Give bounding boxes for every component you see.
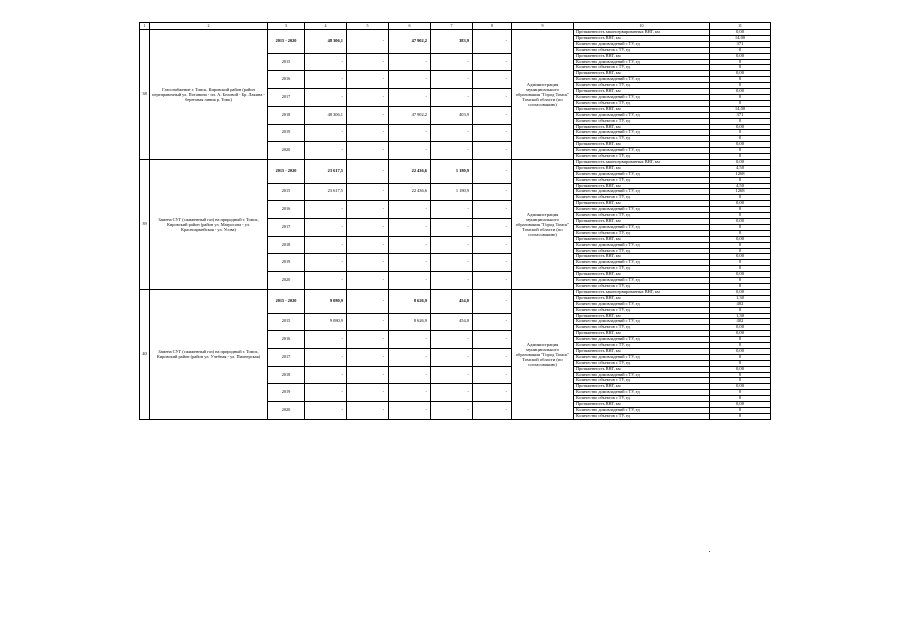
indicator-name: Количество домовладений с ТУ, ед [574,319,710,325]
regional-funding: - [389,236,431,254]
indicator-value: 0,00 [710,236,771,242]
indicator-value: 0 [710,77,771,83]
indicator-name: Количество домовладений с ТУ, ед [574,77,710,83]
federal-funding: - [347,71,389,89]
total-funding: - [305,348,347,366]
local-funding: - [431,53,473,71]
year-cell: 2018 [268,106,305,124]
local-funding: - [431,236,473,254]
total-funding: - [305,89,347,107]
year-cell: 2020 [268,402,305,420]
indicator-name: Количество объектов с ТУ, ед [574,154,710,160]
indicator-value: 0,00 [710,53,771,59]
extra-budget-funding: - [473,366,512,384]
indicator-name: Протяженность ВНГ, км [574,165,710,171]
federal-funding: - [347,30,389,54]
project-description: Замена СУГ (сжиженный газ) на природный г. Томск, Кировский район (район ул. Учебная - ул. Пионерская) [150,289,268,419]
extra-budget-funding: - [473,236,512,254]
indicator-name: Количество домовладений с ТУ, ед [574,301,710,307]
indicator-value: 0,00 [710,159,771,165]
indicator-name: Протяженность ВНГ, км [574,183,710,189]
column-number: 6 [389,23,431,30]
extra-budget-funding: - [473,331,512,349]
local-funding: - [431,89,473,107]
indicator-name: Протяженность ВНГ, км [574,71,710,77]
extra-budget-funding: - [473,183,512,201]
indicator-value: 0 [710,242,771,248]
indicator-value: 0 [710,59,771,65]
column-number-row [140,23,771,30]
indicator-name: Количество домовладений с ТУ, ед [574,94,710,100]
column-number: 8 [473,23,512,30]
column-number: 11 [710,23,771,30]
indicator-value: 0 [710,154,771,160]
year-cell: 2017 [268,348,305,366]
indicator-value: 0 [710,343,771,349]
year-cell: 2017 [268,89,305,107]
extra-budget-funding: - [473,219,512,237]
indicator-value: 0 [710,396,771,402]
regional-funding: - [389,366,431,384]
extra-budget-funding: - [473,201,512,219]
indicator-name: Количество объектов с ТУ, ед [574,177,710,183]
federal-funding: - [347,201,389,219]
federal-funding: - [347,159,389,183]
regional-funding: 8 626,9 [389,313,431,331]
indicator-name: Протяженность ВНГ, км [574,254,710,260]
indicator-name: Количество объектов с ТУ, ед [574,83,710,89]
column-number: 7 [431,23,473,30]
extra-budget-funding: - [473,89,512,107]
year-cell: 2016 [268,71,305,89]
local-funding: - [431,366,473,384]
total-funding: - [305,53,347,71]
indicator-name: Протяженность ВНГ, км [574,106,710,112]
indicator-value: 0 [710,177,771,183]
indicator-name: Протяженность ВНГ, км [574,142,710,148]
column-number: 9 [512,23,574,30]
project-description: Газоснабжение г. Томск, Кировский район (район переправочный ул. Потанина - пл. А. Беловой - Бр. Лакина - береговая линия р. Томь) [150,30,268,160]
indicator-value: 0 [710,266,771,272]
indicator-value: 0,00 [710,272,771,278]
indicator-value: 4,50 [710,183,771,189]
indicator-value: 371 [710,112,771,118]
local-funding: - [431,142,473,160]
total-funding: - [305,402,347,420]
indicator-name: Количество объектов с ТУ, ед [574,343,710,349]
federal-funding: - [347,89,389,107]
indicator-name: Протяженность ВНГ, км [574,384,710,390]
indicator-value: 0 [710,83,771,89]
indicator-name: Количество домовладений с ТУ, ед [574,189,710,195]
extra-budget-funding: - [473,159,512,183]
indicator-name: Протяженность ВНГ, км [574,53,710,59]
year-cell: 2018 [268,236,305,254]
indicator-name: Количество объектов с ТУ, ед [574,413,710,419]
indicator-name: Количество объектов с ТУ, ед [574,65,710,71]
total-funding: - [305,272,347,290]
project-description: Замена СУГ (сжиженный газ) на природный г. Томск, Кировский район (район ул. Матросова - ул. Красноармейская - ул. Усова) [150,159,268,289]
indicator-value: 1,30 [710,295,771,301]
indicator-name: Количество домовладений с ТУ, ед [574,337,710,343]
extra-budget-funding: - [473,289,512,313]
indicator-name: Протяженность ВНГ, км [574,236,710,242]
regional-funding: 22 436,6 [389,159,431,183]
indicator-name: Количество объектов с ТУ, ед [574,118,710,124]
local-funding: - [431,384,473,402]
local-funding: - [431,402,473,420]
total-funding: - [305,366,347,384]
regional-funding: 22 436,6 [389,183,431,201]
regional-funding: - [389,71,431,89]
extra-budget-funding: - [473,53,512,71]
column-number: 5 [347,23,389,30]
total-funding: 48 306,1 [305,106,347,124]
indicator-value: 0 [710,100,771,106]
year-cell: 2018 [268,366,305,384]
indicator-value: 0,00 [710,89,771,95]
federal-funding: - [347,331,389,349]
indicator-name: Протяженность ВНГ, км [574,402,710,408]
row-number: 39 [140,159,150,289]
indicator-name: Количество объектов с ТУ, ед [574,360,710,366]
local-funding: - [431,219,473,237]
indicator-name: Протяженность ВНГ, км [574,201,710,207]
regional-funding: - [389,219,431,237]
indicator-name: Протяженность ВНГ, км [574,124,710,130]
federal-funding: - [347,183,389,201]
indicator-value: 0,00 [710,366,771,372]
indicator-value: 0 [710,195,771,201]
regional-funding: - [389,201,431,219]
indicator-value: 0 [710,248,771,254]
column-number: 1 [140,23,150,30]
year-cell: 2015 - 2020 [268,30,305,54]
local-funding: - [431,272,473,290]
year-cell: 2019 [268,384,305,402]
extra-budget-funding: - [473,106,512,124]
indicator-value: 14,00 [710,35,771,41]
federal-funding: - [347,289,389,313]
indicator-value: 1268 [710,171,771,177]
regional-funding: 47 902,2 [389,106,431,124]
indicator-name: Количество домовладений с ТУ, ед [574,390,710,396]
regional-funding: - [389,402,431,420]
year-cell: 2016 [268,201,305,219]
indicator-name: Количество объектов с ТУ, ед [574,213,710,219]
indicator-value: 0 [710,207,771,213]
indicator-name: Количество домовладений с ТУ, ед [574,408,710,414]
local-funding: - [431,71,473,89]
regional-funding: - [389,272,431,290]
indicator-value: 0 [710,360,771,366]
regional-funding: - [389,384,431,402]
column-number: 4 [305,23,347,30]
indicator-value: 0,00 [710,124,771,130]
indicator-name: Количество объектов с ТУ, ед [574,136,710,142]
total-funding: - [305,219,347,237]
federal-funding: - [347,124,389,142]
total-funding: 23 617,5 [305,159,347,183]
executor: Администрация муниципального образования "Город Томск" Томской области (по согласованию) [512,289,574,419]
indicator-value: 0 [710,283,771,289]
indicator-name: Количество домовладений с ТУ, ед [574,112,710,118]
extra-budget-funding: - [473,142,512,160]
year-cell: 2016 [268,331,305,349]
federal-funding: - [347,142,389,160]
year-cell: 2017 [268,219,305,237]
indicator-name: Количество домовладений с ТУ, ед [574,224,710,230]
year-cell: 2019 [268,124,305,142]
column-number: 10 [574,23,710,30]
indicator-name: Количество объектов с ТУ, ед [574,248,710,254]
indicator-name: Количество домовладений с ТУ, ед [574,171,710,177]
indicator-value: 0 [710,136,771,142]
extra-budget-funding: - [473,348,512,366]
total-funding: 9 080,9 [305,313,347,331]
indicator-value: 402 [710,319,771,325]
indicator-value: 0 [710,47,771,53]
scan-speck [709,551,710,552]
indicator-name: Протяженность законсервированных ВНГ, км [574,159,710,165]
year-cell: 2015 [268,183,305,201]
indicator-name: Протяженность ВНГ, км [574,219,710,225]
year-cell: 2015 - 2020 [268,289,305,313]
indicator-value: 0,00 [710,402,771,408]
regional-funding: 47 902,2 [389,30,431,54]
row-number: 38 [140,30,150,160]
indicator-name: Количество домовладений с ТУ, ед [574,242,710,248]
indicator-value: 0 [710,354,771,360]
federal-funding: - [347,384,389,402]
indicator-value: 0 [710,65,771,71]
extra-budget-funding: - [473,384,512,402]
indicator-value: 1,30 [710,313,771,319]
indicator-value: 0 [710,337,771,343]
indicator-name: Количество объектов с ТУ, ед [574,307,710,313]
local-funding: - [431,331,473,349]
local-funding: - [431,201,473,219]
indicator-value: 402 [710,301,771,307]
indicator-value: 0 [710,260,771,266]
total-funding: - [305,201,347,219]
year-cell: 2015 [268,53,305,71]
local-funding: 454,0 [431,313,473,331]
indicator-value: 0 [710,148,771,154]
regional-funding: 8 626,9 [389,289,431,313]
indicator-value: 0 [710,224,771,230]
column-number: 3 [268,23,305,30]
federal-funding: - [347,53,389,71]
local-funding: 454,0 [431,289,473,313]
federal-funding: - [347,348,389,366]
regional-funding: - [389,348,431,366]
indicator-value: 0,00 [710,219,771,225]
year-cell: 2019 [268,254,305,272]
federal-funding: - [347,106,389,124]
indicator-value: 0 [710,130,771,136]
local-funding: - [431,348,473,366]
indicator-name: Количество домовладений с ТУ, ед [574,207,710,213]
executor: Администрация муниципального образования "Город Томск" Томской области (по согласованию) [512,159,574,289]
executor: Администрация муниципального образования "Город Томск" Томской области (по согласованию) [512,30,574,160]
indicator-value: 0 [710,413,771,419]
indicator-value: 0 [710,94,771,100]
indicator-value: 0,00 [710,325,771,331]
indicator-name: Количество объектов с ТУ, ед [574,378,710,384]
row-number: 40 [140,289,150,419]
federal-funding: - [347,236,389,254]
total-funding: 23 617,5 [305,183,347,201]
indicator-name: Протяженность ВНГ, км [574,295,710,301]
total-funding: - [305,71,347,89]
extra-budget-funding: - [473,313,512,331]
local-funding: 1 180,9 [431,183,473,201]
indicator-value: 14,00 [710,106,771,112]
local-funding: 403,9 [431,106,473,124]
indicator-name: Протяженность ВНГ, км [574,35,710,41]
year-cell: 2015 [268,313,305,331]
indicator-name: Количество объектов с ТУ, ед [574,283,710,289]
indicator-value: 0 [710,378,771,384]
indicator-value: 0,00 [710,71,771,77]
year-cell: 2015 - 2020 [268,159,305,183]
indicator-name: Количество объектов с ТУ, ед [574,230,710,236]
indicator-name: Количество домовладений с ТУ, ед [574,41,710,47]
indicator-name: Протяженность законсервированных ВНГ, км [574,289,710,295]
indicator-value: 1268 [710,189,771,195]
federal-funding: - [347,402,389,420]
regional-funding: - [389,142,431,160]
indicator-value: 0,00 [710,289,771,295]
year-cell: 2020 [268,272,305,290]
indicator-name: Количество объектов с ТУ, ед [574,325,710,331]
table-body [140,23,771,420]
indicator-name: Протяженность ВНГ, км [574,272,710,278]
indicator-name: Количество домовладений с ТУ, ед [574,354,710,360]
indicator-name: Протяженность ВНГ, км [574,366,710,372]
local-funding: 1 180,9 [431,159,473,183]
program-table [139,22,771,420]
local-funding: - [431,254,473,272]
federal-funding: - [347,254,389,272]
indicator-name: Количество объектов с ТУ, ед [574,266,710,272]
indicator-value: 0 [710,390,771,396]
indicator-value: 0,00 [710,30,771,36]
indicator-value: 4,50 [710,165,771,171]
indicator-name: Количество домовладений с ТУ, ед [574,130,710,136]
indicator-value: 0 [710,230,771,236]
indicator-value: 0 [710,213,771,219]
total-funding: 9 080,9 [305,289,347,313]
indicator-name: Количество объектов с ТУ, ед [574,47,710,53]
column-number: 2 [150,23,268,30]
total-funding: - [305,142,347,160]
local-funding: - [431,124,473,142]
year-cell: 2020 [268,142,305,160]
indicator-name: Количество домовладений с ТУ, ед [574,372,710,378]
indicator-value: 0 [710,118,771,124]
indicator-value: 0,00 [710,142,771,148]
indicator-name: Количество домовладений с ТУ, ед [574,148,710,154]
indicator-value: 0 [710,408,771,414]
regional-funding: - [389,331,431,349]
indicator-name: Протяженность законсервированных ВНГ, км [574,30,710,36]
indicator-value: 0,00 [710,331,771,337]
extra-budget-funding: - [473,30,512,54]
indicator-value: 0,00 [710,384,771,390]
indicator-name: Протяженность ВНГ, км [574,89,710,95]
federal-funding: - [347,272,389,290]
local-funding: 383,9 [431,30,473,54]
federal-funding: - [347,313,389,331]
indicator-name: Количество объектов с ТУ, ед [574,195,710,201]
indicator-name: Количество объектов с ТУ, ед [574,396,710,402]
indicator-value: 0,00 [710,254,771,260]
extra-budget-funding: - [473,71,512,89]
indicator-name: Протяженность ВНГ, км [574,331,710,337]
total-funding: 48 306,1 [305,30,347,54]
total-funding: - [305,124,347,142]
federal-funding: - [347,219,389,237]
regional-funding: - [389,53,431,71]
federal-funding: - [347,366,389,384]
total-funding: - [305,236,347,254]
total-funding: - [305,254,347,272]
extra-budget-funding: - [473,402,512,420]
regional-funding: - [389,124,431,142]
indicator-name: Количество домовладений с ТУ, ед [574,278,710,284]
total-funding: - [305,331,347,349]
indicator-value: 0 [710,278,771,284]
extra-budget-funding: - [473,272,512,290]
regional-funding: - [389,89,431,107]
indicator-name: Количество объектов с ТУ, ед [574,100,710,106]
regional-funding: - [389,254,431,272]
indicator-name: Протяженность ВНГ, км [574,313,710,319]
indicator-value: 0,00 [710,201,771,207]
indicator-name: Количество домовладений с ТУ, ед [574,260,710,266]
indicator-value: 0 [710,372,771,378]
indicator-value: 371 [710,41,771,47]
indicator-name: Протяженность ВНГ, км [574,348,710,354]
indicator-value: 0 [710,307,771,313]
indicator-value: 0,00 [710,348,771,354]
extra-budget-funding: - [473,124,512,142]
extra-budget-funding: - [473,254,512,272]
total-funding: - [305,384,347,402]
indicator-name: Количество домовладений с ТУ, ед [574,59,710,65]
